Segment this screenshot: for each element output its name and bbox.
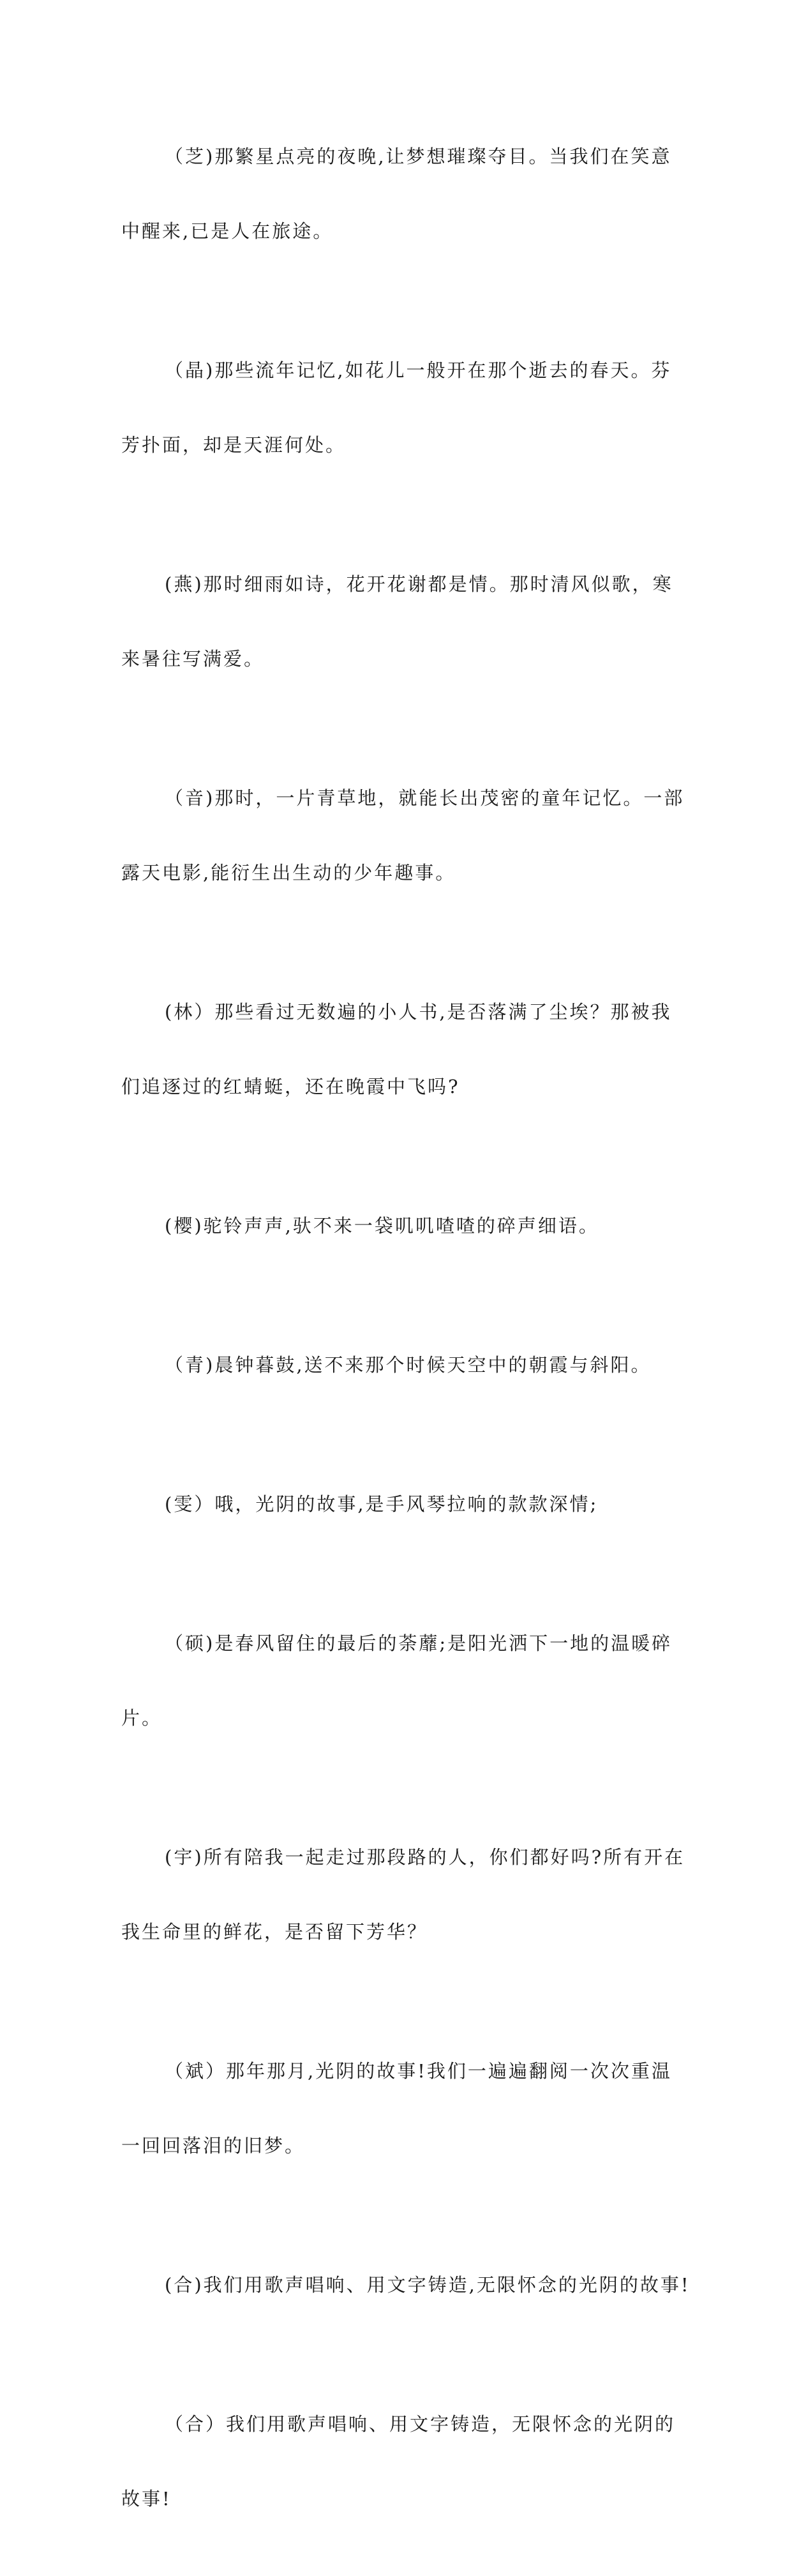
paragraph-line: （晶)那些流年记忆,如花儿一般开在那个逝去的春天。芬 (165, 359, 672, 381)
paragraph-jing (121, 308, 683, 508)
paragraph-shuo (121, 1581, 683, 1781)
paragraph-line: (合)我们用歌声唱响、用文字铸造,无限怀念的光阴的故事! (165, 2274, 691, 2296)
paragraph-line: (雯）哦，光阴的故事,是手风琴拉响的款款深情; (165, 1493, 599, 1515)
paragraph-bin (121, 2009, 683, 2208)
paragraph-line: (林）那些看过无数遍的小人书,是否落满了尘埃？那被我 (165, 1001, 672, 1023)
paragraph-ying (121, 1164, 683, 1288)
paragraph-line: （青)晨钟暮鼓,送不来那个时候天空中的朝霞与斜阳。 (165, 1354, 652, 1376)
paragraph-line: （音)那时，一片青草地，就能长出茂密的童年记忆。一部 (165, 787, 685, 809)
paragraph-line: 片。 (121, 1707, 163, 1729)
paragraph-line: (燕)那时细雨如诗，花开花谢都是情。那时清风似歌，寒 (165, 573, 673, 595)
document-body (121, 94, 691, 2576)
paragraph-line: （斌）那年那月,光阴的故事!我们一遍遍翻阅一次次重温 (165, 2060, 672, 2082)
paragraph-yan (121, 522, 683, 721)
paragraph-line: 一回回落泪的旧梦。 (121, 2135, 306, 2157)
paragraph-line: (樱)驼铃声声,驮不来一袋叽叽喳喳的碎声细语。 (165, 1215, 599, 1237)
paragraph-line: （芝)那繁星点亮的夜晚,让梦想璀璨夺目。当我们在笑意 (165, 146, 672, 167)
paragraph-he-1 (121, 2223, 691, 2347)
paragraph-qing (121, 1303, 683, 1427)
paragraph-line: 露天电影,能衍生出生动的少年趣事。 (121, 862, 456, 884)
paragraph-yin (121, 736, 683, 935)
paragraph-line: 芳扑面，却是天涯何处。 (121, 434, 347, 456)
paragraph-line: 故事! (121, 2488, 172, 2510)
paragraph-line: 我生命里的鲜花，是否留下芳华？ (121, 1921, 428, 1943)
paragraph-yu (121, 1795, 683, 1994)
paragraph-line: 中醒来,已是人在旅途。 (121, 220, 334, 242)
paragraph-wen (121, 1442, 683, 1567)
paragraph-line: (宇)所有陪我一起走过那段路的人，你们都好吗?所有开在 (165, 1846, 685, 1868)
paragraph-line: （合）我们用歌声唱响、用文字铸造，无限怀念的光阴的 (165, 2413, 676, 2435)
paragraph-line: 们追逐过的红蜻蜓，还在晚霞中飞吗? (121, 1076, 460, 1097)
paragraph-he-2 (121, 2362, 683, 2561)
paragraph-zhi (121, 94, 683, 294)
paragraph-line: 来暑往写满爱。 (121, 648, 265, 670)
paragraph-line: （硕)是春风留住的最后的荼蘼;是阳光洒下一地的温暖碎 (165, 1632, 673, 1654)
paragraph-lin (121, 950, 683, 1149)
